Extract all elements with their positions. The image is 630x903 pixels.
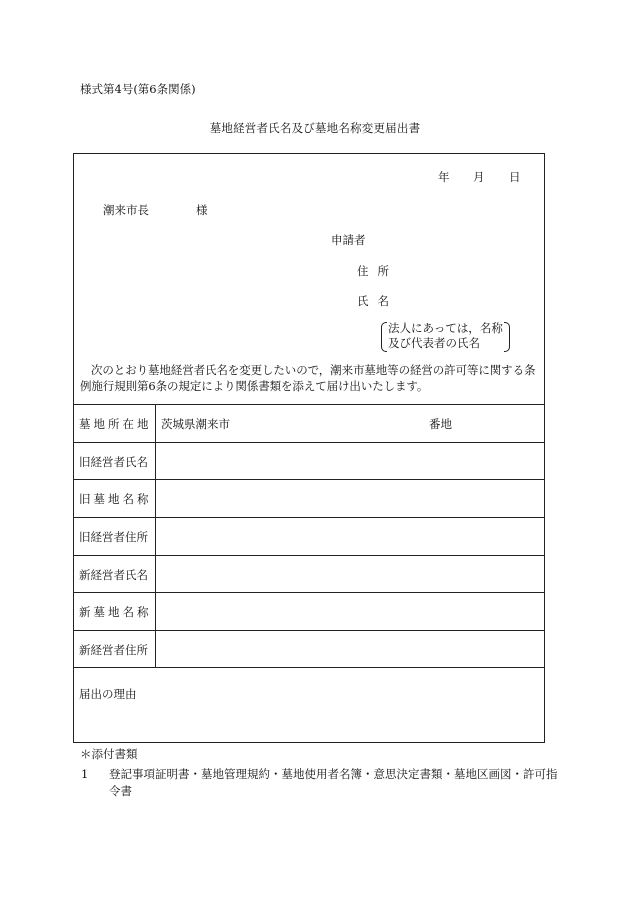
row-label-new-operator-address: 新経営者住所 [79, 643, 148, 657]
list-item [81, 766, 564, 800]
date-day-label: 日 [509, 170, 521, 184]
table-row-divider [73, 479, 545, 480]
row-label-cemetery-location: 墓地所在地 [79, 417, 152, 431]
right-bracket [504, 322, 510, 352]
row-label-new-cemetery-name: 新墓地名称 [79, 605, 152, 619]
table-row-divider [73, 442, 545, 443]
table-row-divider [73, 667, 545, 668]
addressee-name: 潮来市長 [103, 203, 149, 217]
left-bracket [381, 322, 387, 352]
corporation-note-line-1: 法人にあっては，名称 [388, 321, 503, 335]
corporation-note-line-2: 及び代表者の氏名 [388, 336, 480, 350]
statement-text: 次のとおり墓地経営者氏名を変更したいので，潮来市墓地等の経営の許可等に関する条例施行規則第6条の規定により関係書類を添えて届け出いたします。 [80, 363, 536, 393]
form-number: 様式第4号(第6条関係) [80, 82, 196, 96]
applicant-label: 申請者 [331, 233, 366, 247]
attachment-number: 1 [81, 767, 89, 781]
row-label-old-operator-name: 旧経営者氏名 [79, 455, 148, 469]
date-month-label: 月 [473, 170, 485, 184]
cemetery-location-city: 茨城県潮来市 [161, 417, 230, 431]
corporation-note [381, 320, 510, 353]
table-top-border [73, 404, 545, 405]
row-label-old-cemetery-name: 旧墓地名称 [79, 492, 152, 506]
attachment-text: 登記事項証明書・墓地管理規約・墓地使用者名簿・意思決定書類・墓地区画図・許可指令書 [109, 767, 558, 798]
attachments-list [81, 766, 564, 800]
row-label-old-operator-address: 旧経営者住所 [79, 530, 148, 544]
table-row-divider [73, 630, 545, 631]
table-row-divider [73, 517, 545, 518]
applicant-name-label: 氏名 [357, 294, 398, 308]
date-year-label: 年 [438, 170, 450, 184]
document-title: 墓地経営者氏名及び墓地名称変更届出書 [209, 121, 421, 135]
attachments-heading: ＊添付書類 [80, 747, 138, 761]
table-row-divider [73, 592, 545, 593]
applicant-address-label: 住所 [357, 264, 398, 278]
table-column-divider [155, 404, 156, 667]
table-row-divider [73, 555, 545, 556]
row-label-new-operator-name: 新経営者氏名 [79, 568, 148, 582]
cemetery-location-banchi: 番地 [429, 417, 452, 431]
reason-label: 届出の理由 [79, 687, 137, 701]
addressee-honorific: 様 [196, 203, 208, 217]
